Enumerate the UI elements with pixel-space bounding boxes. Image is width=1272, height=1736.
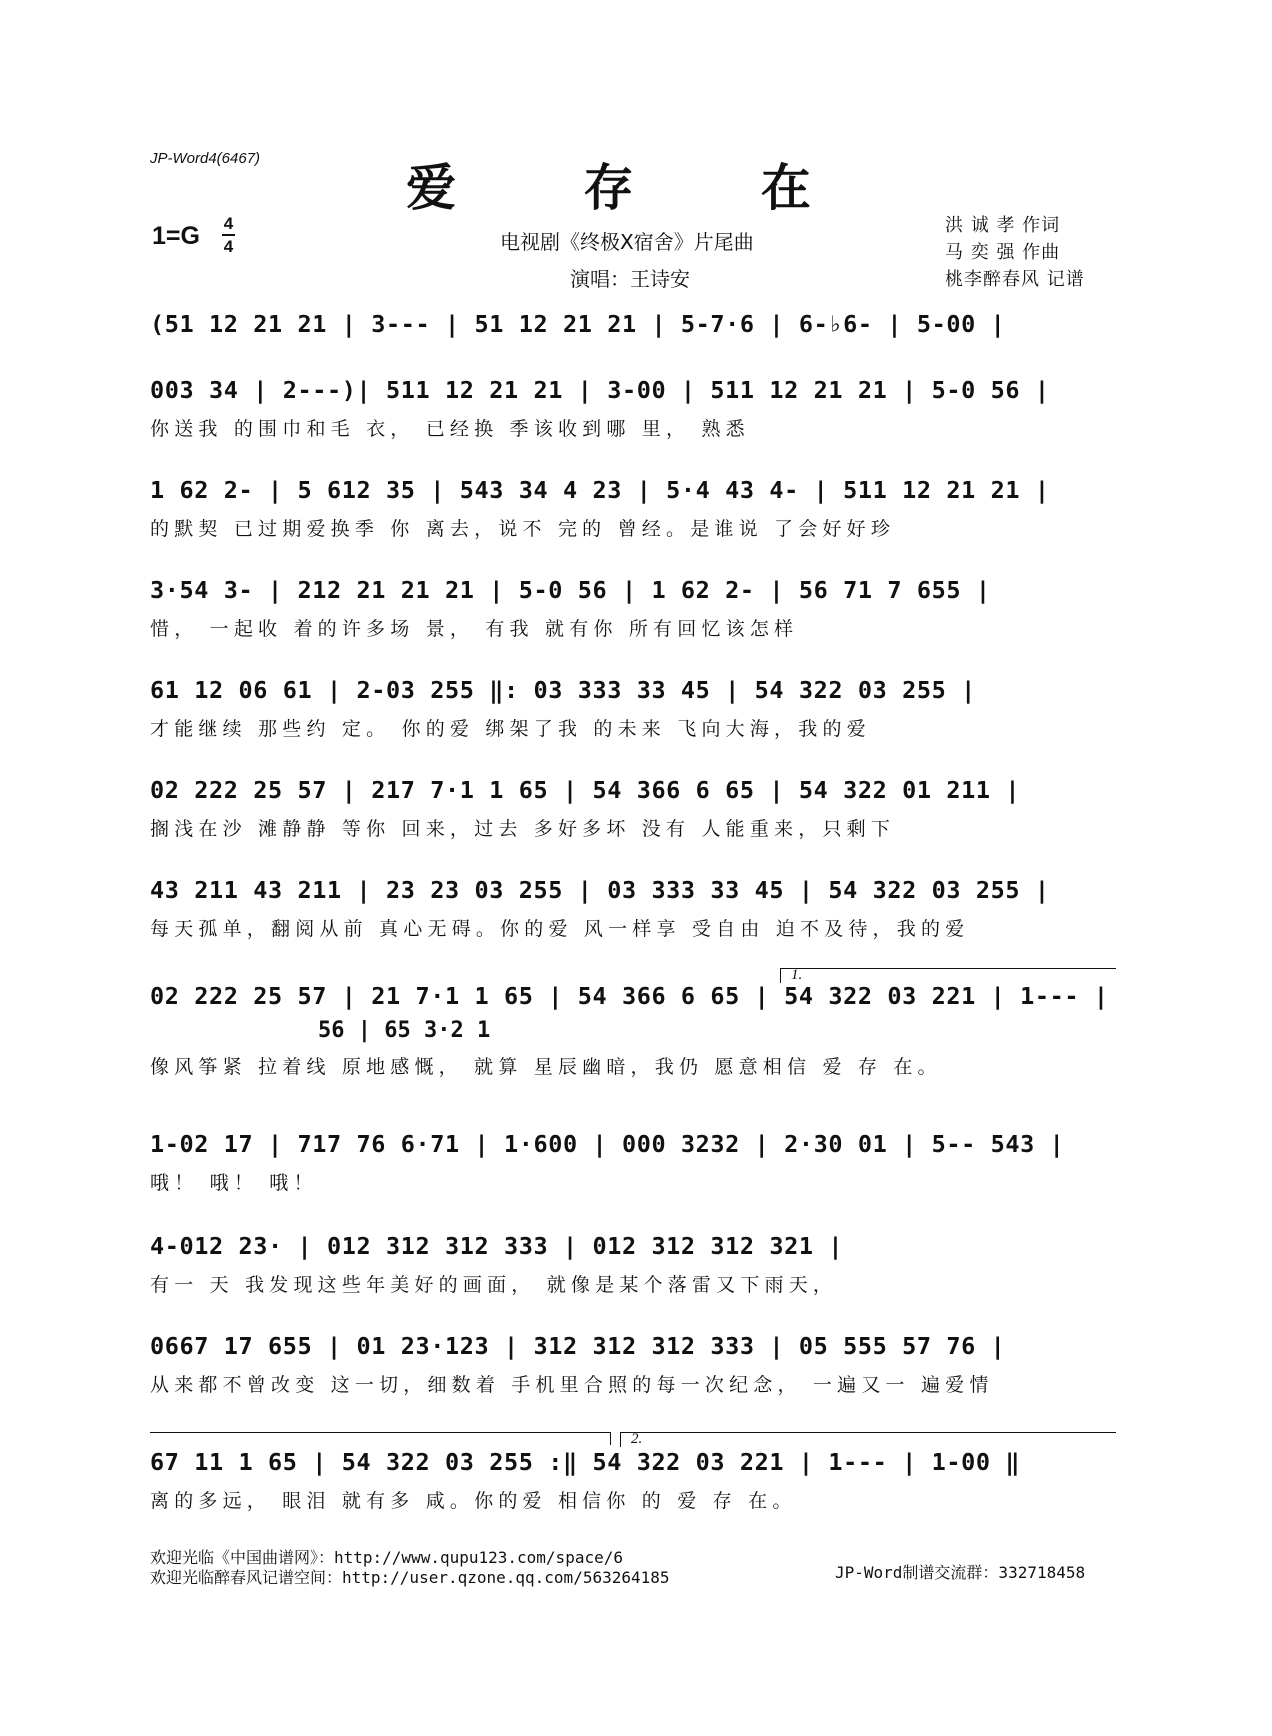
singer: 演唱：王诗安: [570, 267, 690, 291]
notes-line: 1-02 17 | 717 76 6·71 | 1·600 | 000 3232 | 2·30 01 | 5-- 543 |: [150, 1130, 1065, 1158]
notes-line: 1 62 2- | 5 612 35 | 543 34 4 23 | 5·4 43 4- | 511 12 21 21 |: [150, 476, 1050, 504]
credits: [945, 212, 1085, 293]
notes-line: 02 222 25 57 | 217 7·1 1 65 | 54 366 6 65 | 54 322 01 211 |: [150, 776, 1021, 804]
notes-line: 3·54 3- | 212 21 21 21 | 5-0 56 | 1 62 2- | 56 71 7 655 |: [150, 576, 991, 604]
lyrics-line: 的默契 已过期爱换季 你 离去，说不 完的 曾经。是谁说 了会好好珍: [150, 518, 896, 540]
lyrics-line: 从来都不曾改变 这一切，细数着 手机里合照的每一次纪念， 一遍又一 遍爱情: [150, 1374, 994, 1396]
software-label: JP-Word4(6467): [150, 150, 261, 167]
key-signature: 1=G: [152, 222, 200, 250]
footer-links: [150, 1548, 670, 1588]
first-ending-continuation: [150, 1432, 611, 1445]
time-signature-top: 4: [223, 214, 234, 233]
lyrics-line: 才能继续 那些约 定。 你的爱 绑架了我 的未来 飞向大海，我的爱: [150, 718, 871, 740]
song-title: 爱 存 在: [406, 158, 866, 217]
footer-link-qupu[interactable]: 欢迎光临《中国曲谱网》：http://www.qupu123.com/space/6: [150, 1548, 623, 1567]
notes-line: 02 222 25 57 | 21 7·1 1 65 | 54 366 6 65 | 54 322 03 221 | 1--- |: [150, 982, 1109, 1010]
lyrics-line: 离的多远， 眼泪 就有多 咸。你的爱 相信你 的 爱 存 在。: [150, 1490, 797, 1512]
lyrics-line: 每天孤单，翻阅从前 真心无碍。你的爱 风一样享 受自由 迫不及待，我的爱: [150, 918, 970, 940]
footer-link-qzone[interactable]: 欢迎光临醉春风记谱空间：http://user.qzone.qq.com/563264185: [150, 1568, 670, 1587]
second-ending-bracket: 2.: [620, 1432, 1116, 1447]
alternate-melody: 56 | 65 3·2 1: [318, 1018, 491, 1043]
first-ending-bracket: 1.: [780, 968, 1116, 983]
transcriber-credit: 桃李醉春风 记谱: [945, 269, 1085, 290]
lyrics-line: 像风筝紧 拉着线 原地感慨， 就算 星辰幽暗，我仍 愿意相信 爱 存 在。: [150, 1056, 942, 1078]
lyrics-line: 惜， 一起收 着的许多场 景， 有我 就有你 所有回忆该怎样: [150, 618, 799, 640]
notes-line: 43 211 43 211 | 23 23 03 255 | 03 333 33 45 | 54 322 03 255 |: [150, 876, 1050, 904]
notes-line: 61 12 06 61 | 2-03 255 ‖: 03 333 33 45 | 54 322 03 255 |: [150, 676, 976, 704]
notes-line: 4-012 23· | 012 312 312 333 | 012 312 312 321 |: [150, 1232, 844, 1260]
lyrics-line: 哦！ 哦！ 哦！: [150, 1172, 318, 1194]
notes-line: (51 12 21 21 | 3--- | 51 12 21 21 | 5-7·6 | 6-♭6- | 5-00 |: [150, 310, 1006, 338]
lyrics-line: 搁浅在沙 滩静静 等你 回来，过去 多好多坏 没有 人能重来，只剩下: [150, 818, 896, 840]
lyricist-credit: 洪 诚 孝 作词: [945, 215, 1061, 236]
notes-line: 003 34 | 2---)| 511 12 21 21 | 3-00 | 511 12 21 21 | 5-0 56 |: [150, 376, 1050, 404]
lyrics-line: 你送我 的围巾和毛 衣， 已经换 季该收到哪 里， 熟悉: [150, 418, 750, 440]
subtitle: 电视剧《终极X宿舍》片尾曲: [500, 230, 754, 254]
composer-credit: 马 奕 强 作曲: [945, 242, 1061, 263]
footer-group: JP-Word制谱交流群：332718458: [835, 1563, 1086, 1582]
time-signature-bottom: 4: [223, 237, 234, 256]
lyrics-line: 有一 天 我发现这些年美好的画面， 就像是某个落雷又下雨天，: [150, 1274, 838, 1296]
notes-line: 0667 17 655 | 01 23·123 | 312 312 312 333 | 05 555 57 76 |: [150, 1332, 1006, 1360]
time-signature: [222, 214, 235, 256]
notes-line: 67 11 1 65 | 54 322 03 255 :‖ 54 322 03 221 | 1--- | 1-00 ‖: [150, 1448, 1021, 1476]
